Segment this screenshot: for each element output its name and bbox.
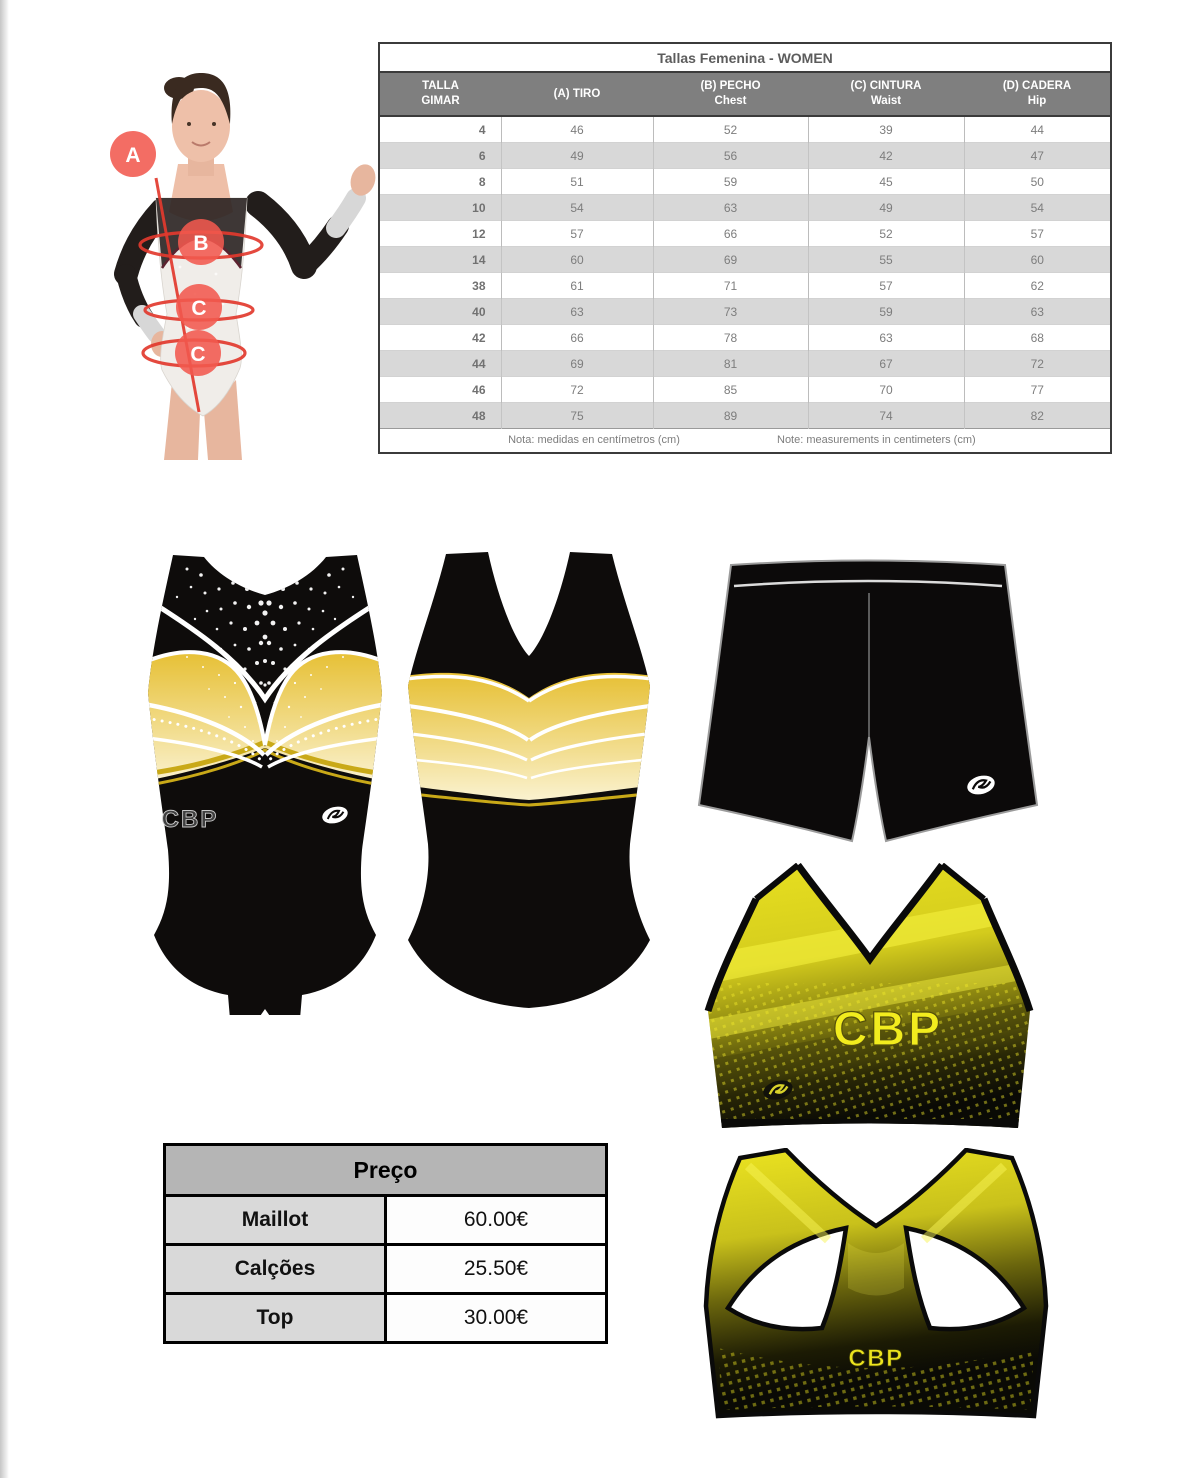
measurement-cell: 57 — [808, 273, 964, 299]
measurement-cell: 42 — [808, 143, 964, 169]
measurement-cell: 69 — [653, 247, 808, 273]
measurement-cell: 70 — [808, 377, 964, 403]
marker-c-hip-label: C — [190, 343, 206, 366]
marker-a-label: A — [125, 144, 141, 167]
crop-top-front-illustration — [698, 863, 1040, 1135]
measurement-cell: 49 — [501, 143, 653, 169]
measurement-cell: 63 — [501, 299, 653, 325]
size-table-row — [379, 351, 1111, 377]
size-cell: 46 — [379, 377, 501, 403]
measurement-cell: 39 — [808, 116, 964, 143]
size-cell: 12 — [379, 221, 501, 247]
measurement-cell: 55 — [808, 247, 964, 273]
price-table — [163, 1143, 608, 1344]
size-cell: 8 — [379, 169, 501, 195]
size-cell: 4 — [379, 116, 501, 143]
measurement-cell: 57 — [964, 221, 1111, 247]
size-table-title: Tallas Femenina - WOMEN — [379, 43, 1111, 72]
measurement-cell: 49 — [808, 195, 964, 221]
measurement-cell: 54 — [964, 195, 1111, 221]
measurement-cell: 85 — [653, 377, 808, 403]
measurement-cell: 56 — [653, 143, 808, 169]
measurement-cell: 63 — [653, 195, 808, 221]
measurement-cell: 75 — [501, 403, 653, 429]
crop-top-front-cbp-label: CBP — [832, 1003, 944, 1056]
measurement-cell: 50 — [964, 169, 1111, 195]
measurement-cell: 44 — [964, 116, 1111, 143]
measurement-cell: 47 — [964, 143, 1111, 169]
note-spanish: Nota: medidas en centímetros (cm) — [508, 434, 680, 446]
measurement-cell: 66 — [653, 221, 808, 247]
measurement-cell: 68 — [964, 325, 1111, 351]
size-cell: 10 — [379, 195, 501, 221]
measurement-cell: 78 — [653, 325, 808, 351]
price-item-value: 30.00€ — [386, 1294, 607, 1343]
measurement-cell: 72 — [964, 351, 1111, 377]
price-row — [165, 1294, 607, 1343]
measurement-cell: 74 — [808, 403, 964, 429]
measurement-cell: 63 — [808, 325, 964, 351]
price-item-value: 25.50€ — [386, 1245, 607, 1294]
leotard-front-illustration — [140, 545, 390, 1015]
size-table-row — [379, 195, 1111, 221]
size-cell: 38 — [379, 273, 501, 299]
measurement-cell: 45 — [808, 169, 964, 195]
size-cell: 42 — [379, 325, 501, 351]
col-header-pecho: (B) PECHO Chest — [653, 72, 808, 116]
col-header-talla: TALLA GIMAR — [379, 72, 501, 116]
price-item-value: 60.00€ — [386, 1196, 607, 1245]
size-table-row — [379, 325, 1111, 351]
measurement-cell: 60 — [501, 247, 653, 273]
size-table-row — [379, 116, 1111, 143]
measurement-cell: 52 — [808, 221, 964, 247]
measurement-cell: 52 — [653, 116, 808, 143]
measurement-cell: 81 — [653, 351, 808, 377]
measurement-cell: 62 — [964, 273, 1111, 299]
measurement-cell: 67 — [808, 351, 964, 377]
size-table-row — [379, 143, 1111, 169]
size-cell: 40 — [379, 299, 501, 325]
price-row — [165, 1245, 607, 1294]
price-item-label: Maillot — [165, 1196, 386, 1245]
measurement-cell: 46 — [501, 116, 653, 143]
size-cell: 48 — [379, 403, 501, 429]
price-table-title: Preço — [165, 1145, 607, 1196]
page-edge-gutter — [0, 0, 9, 1478]
price-row — [165, 1196, 607, 1245]
size-table-row — [379, 299, 1111, 325]
crop-top-back-illustration — [698, 1148, 1054, 1420]
size-table-row — [379, 247, 1111, 273]
measurement-cell: 60 — [964, 247, 1111, 273]
measurement-cell: 77 — [964, 377, 1111, 403]
size-cell: 6 — [379, 143, 501, 169]
size-table-row — [379, 221, 1111, 247]
col-header-cadera: (D) CADERA Hip — [964, 72, 1111, 116]
measurement-cell: 66 — [501, 325, 653, 351]
measurement-cell: 63 — [964, 299, 1111, 325]
measurement-cell: 73 — [653, 299, 808, 325]
measurement-cell: 59 — [653, 169, 808, 195]
col-header-cintura: (C) CINTURA Waist — [808, 72, 964, 116]
crop-top-back-cbp-label: CBP — [848, 1345, 904, 1372]
leotard-back-illustration — [398, 548, 660, 1014]
measurement-cell: 71 — [653, 273, 808, 299]
shorts-illustration — [693, 553, 1043, 848]
marker-c-waist-label: C — [191, 297, 207, 320]
leotard-front-cbp-label: CBP — [161, 806, 219, 833]
measurement-cell: 82 — [964, 403, 1111, 429]
measurement-cell: 54 — [501, 195, 653, 221]
size-table-row — [379, 403, 1111, 429]
measurement-cell: 59 — [808, 299, 964, 325]
measurement-cell: 69 — [501, 351, 653, 377]
size-table-row — [379, 273, 1111, 299]
note-english: Note: measurements in centimeters (cm) — [777, 434, 976, 446]
gymnast-figure — [60, 62, 380, 460]
measurement-cell: 61 — [501, 273, 653, 299]
size-cell: 44 — [379, 351, 501, 377]
size-table-row — [379, 169, 1111, 195]
size-table-notes — [379, 429, 1111, 454]
measurement-cell: 72 — [501, 377, 653, 403]
price-item-label: Top — [165, 1294, 386, 1343]
marker-b-label: B — [193, 232, 209, 255]
col-header-tiro: (A) TIRO — [501, 72, 653, 116]
price-item-label: Calções — [165, 1245, 386, 1294]
measurement-cell: 51 — [501, 169, 653, 195]
size-table-row — [379, 377, 1111, 403]
gymnast-measurement-photo — [60, 62, 380, 460]
measurement-cell: 57 — [501, 221, 653, 247]
size-table — [378, 42, 1112, 454]
size-cell: 14 — [379, 247, 501, 273]
measurement-cell: 89 — [653, 403, 808, 429]
